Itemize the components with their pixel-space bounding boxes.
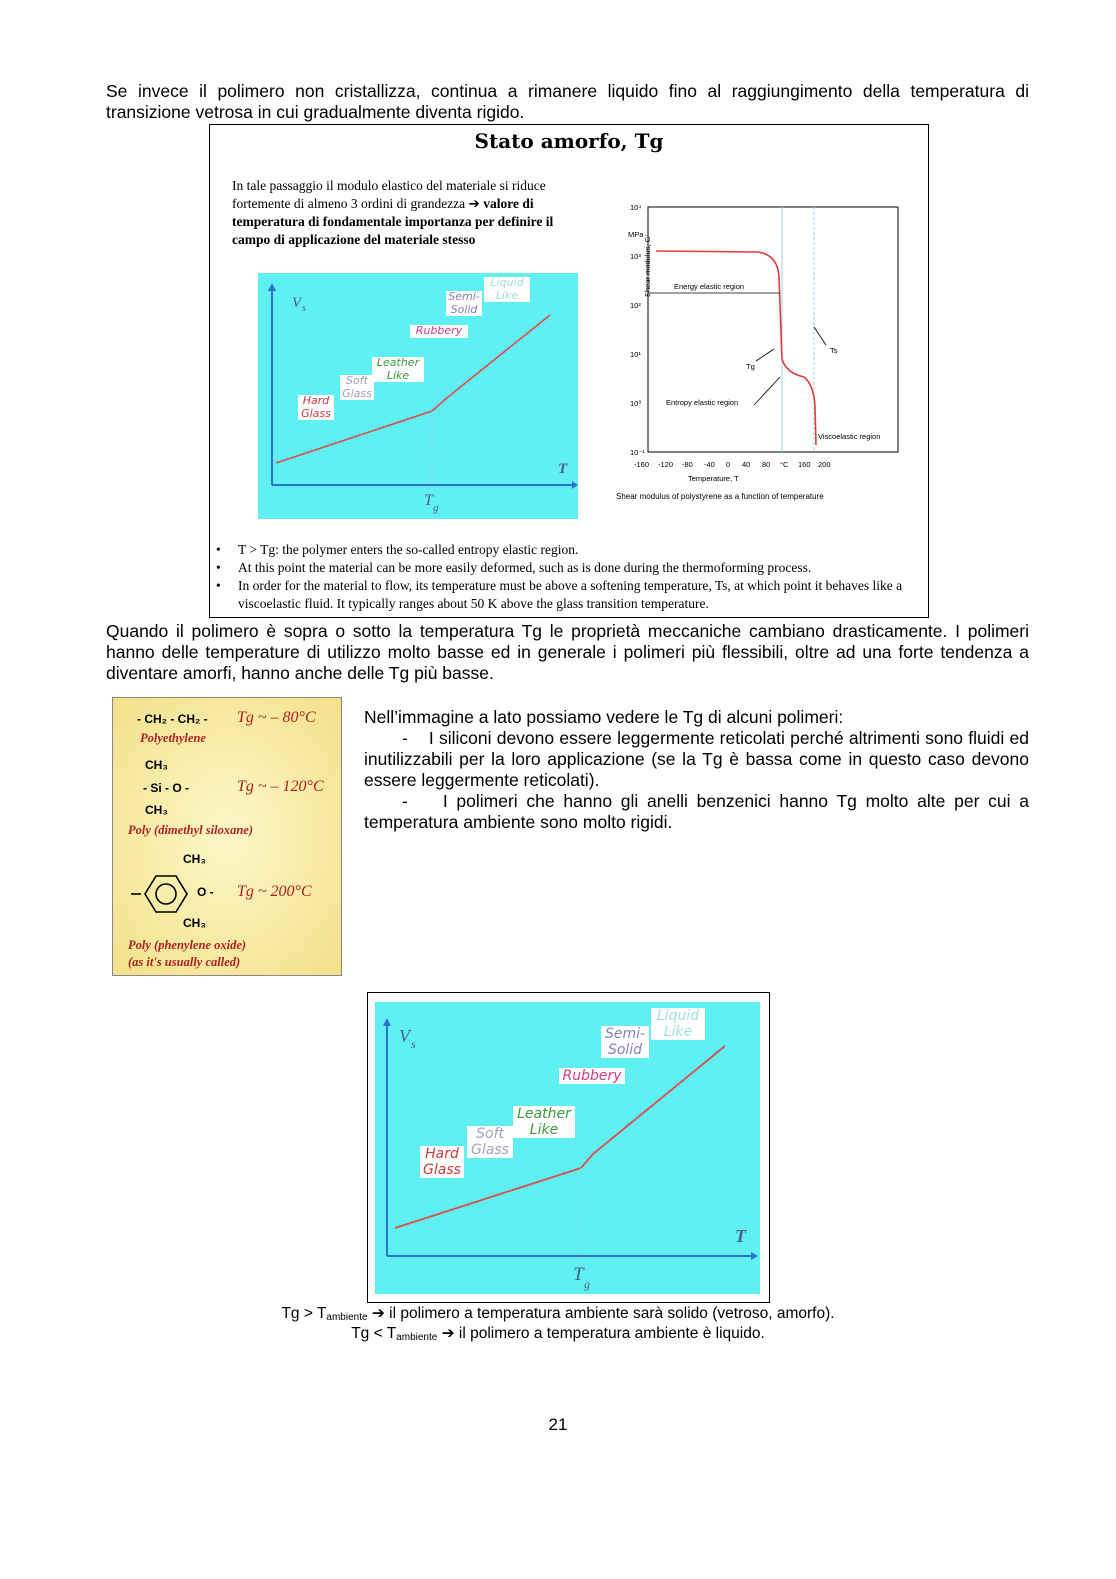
- large-box-semi-solid: Semi-Solid: [601, 1026, 649, 1058]
- x-tick-1: -120: [658, 460, 674, 469]
- slide-description: [232, 177, 592, 261]
- y-axis-label: Shear modulus, G': [643, 235, 652, 297]
- y-tick-5: 10⁻¹: [630, 448, 645, 457]
- dash-bullet: -: [402, 728, 408, 748]
- x-tick-0: -160: [634, 460, 650, 469]
- arrow-icon: ➔: [468, 196, 480, 211]
- caption-tg-below: [0, 1324, 1116, 1343]
- caption2-a: Tg < T: [351, 1325, 397, 1342]
- vs-tg-label: T: [424, 492, 433, 509]
- ppo-ch3-top: CH₃: [183, 852, 206, 866]
- side-lead: Nell’immagine a lato possiamo vedere le Tg di alcuni polimeri:: [364, 707, 844, 727]
- dash-bullet: -: [402, 791, 408, 811]
- vs-large-y-arrow: [383, 1018, 391, 1026]
- box-liquid-like: Liquid Like: [484, 277, 530, 302]
- pdms-ch3-bottom: CH₃: [145, 803, 168, 817]
- y-tick-0: 10⁴: [630, 203, 642, 212]
- vs-x-label: T: [558, 461, 568, 477]
- large-box-leather-like: Leather Like: [513, 1106, 575, 1138]
- box-leather-like: Leather Like: [372, 357, 424, 382]
- vs-large-y-sub: s: [411, 1037, 416, 1051]
- pe-formula: - CH₂ - CH₂ -: [137, 712, 208, 726]
- bullet-item: • In order for the material to flow, its temperature must be above a softening temperature, Ts, at which point it behaves like a viscoelastic fluid. It typically ranges about 50 K above the glass transition temperature.: [216, 577, 926, 613]
- vs-large-x-arrow: [751, 1252, 758, 1260]
- x-tick-6: 80: [762, 460, 771, 469]
- vs-large-y-label: V: [399, 1026, 410, 1046]
- pdms-tg: Tg ~ – 120°C: [237, 778, 324, 795]
- y-tick-4: 10⁰: [630, 399, 642, 408]
- ppo-oxygen: O -: [197, 885, 214, 899]
- box-hard-glass: Hard Glass: [298, 395, 334, 420]
- polymer-tg-figure: [112, 697, 342, 976]
- vs-diagram: [258, 273, 578, 519]
- tg-paragraph: Quando il polimero è sopra o sotto la temperatura Tg le proprietà meccaniche cambiano drasticamente. I polimeri hanno delle temperature di utilizzo molto basse ed in generale i polimeri più flessibili, oltre ad una forte tendenza a diventare amorfi, hanno anche delle Tg più basse.: [106, 621, 1029, 683]
- large-box-hard-glass: Hard Glass: [420, 1146, 464, 1178]
- slide-title: Stato amorfo, Tg: [474, 129, 664, 153]
- shear-modulus-chart: [608, 197, 908, 507]
- side-item-2-text: I polimeri che hanno gli anelli benzenici hanno Tg molto alte per cui a temperatura ambiente sono molto rigidi.: [364, 791, 1029, 832]
- entropy-region-label: Entropy elastic region: [666, 398, 739, 407]
- bullet-item: • At this point the material can be more easily deformed, such as is done during the thermoforming process.: [216, 559, 926, 577]
- slide-text-plain: In tale passaggio il modulo elastico del materiale si riduce fortemente di almeno 3 ordini di grandezza: [232, 178, 546, 211]
- chart-caption: Shear modulus of polystyrene as a function of temperature: [616, 492, 824, 501]
- x-tick-3: -40: [704, 460, 715, 469]
- y-unit: MPa: [628, 230, 644, 239]
- ppo-note: (as it's usually called): [128, 955, 241, 969]
- slide-bullets: [216, 541, 926, 613]
- caption1-b: ➔ il polimero a temperatura ambiente sarà solido (vetroso, amorfo).: [367, 1305, 835, 1322]
- tg-annotation: Tg: [746, 362, 755, 371]
- caption2-sub: ambiente: [396, 1332, 438, 1343]
- intro-paragraph: Se invece il polimero non cristallizza, continua a rimanere liquido fino al raggiungimento della temperatura di transizione vetrosa in cui gradualmente diventa rigido.: [106, 81, 1029, 122]
- chart-frame: [648, 207, 898, 452]
- caption1-a: Tg > T: [281, 1305, 327, 1322]
- x-tick-7: °C: [780, 460, 789, 469]
- benzene-ring-icon: [131, 866, 201, 922]
- ppo-tg: Tg ~ 200°C: [237, 883, 312, 900]
- x-tick-5: 40: [742, 460, 751, 469]
- page-number: 21: [548, 1415, 568, 1434]
- vs-large-tg-label: T: [573, 1264, 584, 1285]
- slide-text-bold: valore di temperatura di fondamentale importanza per definire il campo di applicazione del materiale stesso: [232, 196, 554, 247]
- caption-tg-above: [0, 1304, 1116, 1323]
- y-tick-3: 10¹: [630, 350, 641, 359]
- box-rubbery: Rubbery: [410, 325, 468, 338]
- box-soft-glass: Soft Glass: [340, 375, 374, 400]
- energy-region-label: Energy elastic region: [674, 282, 745, 291]
- vs-diagram-large: [367, 992, 770, 1303]
- ts-pointer: [814, 327, 826, 345]
- x-tick-9: 200: [818, 460, 831, 469]
- caption2-b: ➔ il polimero a temperatura ambiente è liquido.: [437, 1325, 765, 1342]
- x-axis-label: Temperature, T: [688, 474, 739, 483]
- pdms-ch3-top: CH₃: [145, 758, 168, 772]
- pdms-backbone: - Si - O -: [143, 781, 189, 795]
- bullet-item: • T > Tg: the polymer enters the so-called entropy elastic region.: [216, 541, 926, 559]
- y-tick-2: 10²: [630, 301, 641, 310]
- x-tick-8: 160: [798, 460, 811, 469]
- side-item-1-text: I siliconi devono essere leggermente reticolati perché altrimenti sono fluidi ed inutilizzabili per la loro applicazione (se la Tg è bassa come in questo caso devono essere leggermente reticolati).: [364, 728, 1029, 790]
- entropy-pointer: [754, 377, 780, 405]
- vs-large-x-label: T: [735, 1226, 746, 1246]
- ts-annotation: Ts: [830, 346, 838, 355]
- ppo-ch3-bottom: CH₃: [183, 916, 206, 930]
- large-box-soft-glass: Soft Glass: [467, 1126, 513, 1158]
- tg-pointer: [756, 349, 774, 361]
- vs-large-tg-sub: g: [584, 1277, 590, 1291]
- y-tick-1: 10³: [630, 252, 641, 261]
- x-tick-2: -80: [682, 460, 693, 469]
- side-text: [364, 707, 1029, 833]
- modulus-curve: [656, 251, 816, 445]
- slide-amorphous-state: [209, 124, 929, 618]
- box-semi-solid: Semi-Solid: [446, 291, 482, 316]
- pdms-name: Poly (dimethyl siloxane): [128, 823, 253, 837]
- vs-x-arrow: [572, 481, 578, 489]
- vs-y-sub: s: [302, 303, 306, 314]
- vs-large-bg: [375, 1002, 760, 1294]
- caption1-sub: ambiente: [326, 1312, 368, 1323]
- ppo-name: Poly (phenylene oxide): [128, 938, 247, 952]
- pe-name: Polyethylene: [140, 731, 206, 745]
- large-box-liquid-like: Liquid Like: [651, 1008, 705, 1040]
- x-tick-4: 0: [726, 460, 731, 469]
- viscoelastic-region-label: Viscoelastic region: [818, 432, 881, 441]
- vs-y-arrow: [268, 283, 276, 291]
- pe-tg: Tg ~ – 80°C: [237, 709, 316, 726]
- side-item-2: [364, 791, 1029, 833]
- vs-tg-sub: g: [433, 502, 439, 514]
- vs-y-label: V: [292, 295, 302, 311]
- large-box-rubbery: Rubbery: [559, 1068, 625, 1084]
- side-item-1: [364, 728, 1029, 791]
